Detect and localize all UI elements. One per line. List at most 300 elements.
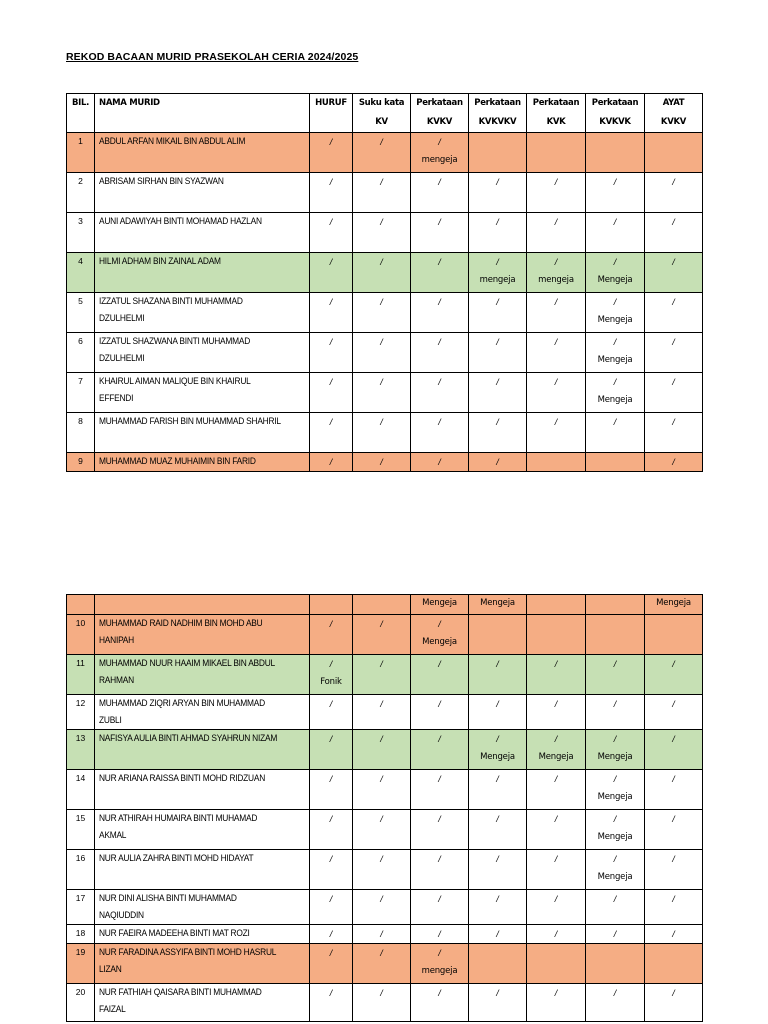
row-col-3	[469, 810, 527, 850]
status-note: Mengeja	[597, 792, 633, 802]
row-col-4	[527, 373, 586, 413]
row-student-name	[95, 810, 310, 850]
row-col-1	[353, 253, 411, 293]
row-col-6	[645, 293, 703, 333]
row-col-2	[411, 615, 469, 655]
student-row	[67, 890, 703, 925]
row-bil	[67, 615, 95, 655]
check-mark: /	[554, 894, 558, 904]
header-col-6	[645, 94, 703, 133]
row-col-4	[527, 615, 586, 655]
row-col-2	[411, 453, 469, 472]
row-col-6	[645, 615, 703, 655]
student-row	[67, 133, 703, 173]
row-student-name	[95, 213, 310, 253]
check-mark: /	[672, 337, 675, 347]
check-mark: /	[380, 457, 383, 467]
check-mark: /	[554, 734, 558, 744]
check-mark: /	[438, 854, 441, 864]
check-mark: /	[329, 699, 333, 709]
check-mark: /	[496, 854, 499, 864]
row-col-3	[469, 293, 527, 333]
row-bil	[67, 890, 95, 925]
document-title: REKOD BACAAN MURID PRASEKOLAH CERIA 2024/2025	[66, 51, 359, 63]
check-mark: /	[496, 814, 499, 824]
row-student-name	[95, 944, 310, 984]
check-mark: /	[438, 457, 441, 467]
row-col-2	[411, 850, 469, 890]
row-col-1	[353, 810, 411, 850]
row-student-name	[95, 173, 310, 213]
check-mark: /	[380, 814, 383, 824]
check-mark: /	[554, 988, 558, 998]
check-mark: /	[672, 297, 675, 307]
student-name-line1: NUR ATHIRAH HUMAIRA BINTI MUHAMAD	[99, 813, 258, 823]
check-mark: /	[672, 457, 675, 467]
row-col-5	[586, 213, 645, 253]
header-col-1	[353, 94, 411, 133]
check-mark: /	[438, 699, 441, 709]
row-col-6	[645, 333, 703, 373]
row-col-2	[411, 984, 469, 1022]
student-row	[67, 293, 703, 333]
check-mark: /	[438, 377, 441, 387]
check-mark: /	[613, 988, 617, 998]
check-mark: /	[438, 177, 441, 187]
row-bil	[67, 944, 95, 984]
check-mark: /	[496, 297, 499, 307]
status-note: Mengeja	[656, 598, 691, 608]
row-col-2	[411, 730, 469, 770]
row-number: 18	[75, 928, 86, 938]
check-mark: /	[613, 894, 617, 904]
status-note: mengeja	[538, 275, 574, 285]
row-col-3	[469, 850, 527, 890]
check-mark: /	[613, 257, 617, 267]
row-student-name	[95, 413, 310, 453]
check-mark: /	[554, 337, 558, 347]
row-bil	[67, 453, 95, 472]
student-row	[67, 810, 703, 850]
student-row	[67, 730, 703, 770]
row-col-4	[527, 253, 586, 293]
check-mark: /	[438, 929, 441, 939]
check-mark: /	[380, 774, 383, 784]
row-col-3	[469, 730, 527, 770]
continuation-cell-6	[527, 595, 586, 615]
row-col-6	[645, 730, 703, 770]
student-row	[67, 173, 703, 213]
status-note: Mengeja	[597, 832, 633, 842]
row-student-name	[95, 293, 310, 333]
check-mark: /	[613, 297, 617, 307]
row-number: 14	[75, 773, 86, 783]
row-col-2	[411, 293, 469, 333]
row-col-2	[411, 655, 469, 695]
status-note: Mengeja	[422, 637, 457, 647]
row-col-3	[469, 453, 527, 472]
row-col-3	[469, 253, 527, 293]
row-col-6	[645, 984, 703, 1022]
check-mark: /	[438, 948, 441, 958]
check-mark: /	[613, 417, 617, 427]
check-mark: /	[554, 774, 558, 784]
student-row	[67, 453, 703, 472]
continuation-cell-1	[95, 595, 310, 615]
check-mark: /	[380, 854, 383, 864]
check-mark: /	[554, 377, 558, 387]
row-student-name	[95, 770, 310, 810]
row-col-0	[310, 695, 353, 730]
check-mark: /	[672, 377, 675, 387]
row-col-5	[586, 730, 645, 770]
row-col-1	[353, 173, 411, 213]
row-col-2	[411, 695, 469, 730]
check-mark: /	[496, 734, 499, 744]
continuation-cell-7	[586, 595, 645, 615]
row-col-5	[586, 890, 645, 925]
check-mark: /	[613, 734, 617, 744]
row-col-5	[586, 173, 645, 213]
check-mark: /	[438, 217, 441, 227]
check-mark: /	[496, 337, 499, 347]
check-mark: /	[496, 894, 499, 904]
check-mark: /	[672, 659, 675, 669]
row-student-name	[95, 695, 310, 730]
student-name-line1: NUR ARIANA RAISSA BINTI MOHD RIDZUAN	[99, 773, 266, 783]
row-col-4	[527, 213, 586, 253]
row-bil	[67, 293, 95, 333]
row-col-4	[527, 730, 586, 770]
row-col-6	[645, 453, 703, 472]
row-bil	[67, 925, 95, 944]
row-col-6	[645, 695, 703, 730]
row-col-2	[411, 213, 469, 253]
row-col-6	[645, 655, 703, 695]
header-col-3	[469, 94, 527, 133]
status-note: mengeja	[421, 155, 458, 165]
check-mark: /	[496, 457, 499, 467]
student-name-line2: FAIZAL	[99, 1004, 126, 1014]
row-student-name	[95, 373, 310, 413]
row-number: 7	[78, 376, 83, 386]
student-name-line1: IZZATUL SHAZANA BINTI MUHAMMAD	[99, 296, 243, 306]
row-col-4	[527, 984, 586, 1022]
check-mark: /	[496, 659, 499, 669]
row-number: 8	[78, 416, 83, 426]
row-col-6	[645, 413, 703, 453]
header-col-sublabel: KV	[375, 117, 388, 127]
row-col-3	[469, 213, 527, 253]
row-col-3	[469, 615, 527, 655]
check-mark: /	[380, 734, 383, 744]
student-row	[67, 850, 703, 890]
check-mark: /	[329, 948, 333, 958]
check-mark: /	[554, 659, 558, 669]
check-mark: /	[438, 417, 441, 427]
check-mark: /	[329, 734, 333, 744]
row-bil	[67, 213, 95, 253]
row-col-5	[586, 655, 645, 695]
header-col-sublabel: KVKVKV	[478, 117, 517, 127]
row-col-4	[527, 413, 586, 453]
row-bil	[67, 695, 95, 730]
header-col-2	[411, 94, 469, 133]
check-mark: /	[554, 297, 558, 307]
check-mark: /	[672, 814, 675, 824]
row-col-0	[310, 615, 353, 655]
student-row	[67, 944, 703, 984]
row-number: 13	[75, 733, 86, 743]
row-col-1	[353, 730, 411, 770]
check-mark: /	[672, 734, 675, 744]
check-mark: /	[613, 177, 617, 187]
check-mark: /	[554, 699, 558, 709]
check-mark: /	[329, 929, 333, 939]
row-col-0	[310, 925, 353, 944]
row-col-5	[586, 944, 645, 984]
student-name-line1: NUR FAEIRA MADEEHA BINTI MAT ROZI	[99, 928, 250, 938]
row-col-4	[527, 655, 586, 695]
row-col-1	[353, 925, 411, 944]
row-col-6	[645, 770, 703, 810]
check-mark: /	[380, 217, 383, 227]
check-mark: /	[329, 337, 333, 347]
check-mark: /	[380, 137, 383, 147]
row-col-3	[469, 413, 527, 453]
status-note: Mengeja	[480, 598, 515, 608]
row-col-4	[527, 333, 586, 373]
row-col-3	[469, 133, 527, 173]
row-col-6	[645, 213, 703, 253]
check-mark: /	[672, 257, 675, 267]
check-mark: /	[672, 177, 675, 187]
check-mark: /	[496, 417, 499, 427]
row-col-3	[469, 770, 527, 810]
student-name-line2: DZULHELMI	[99, 313, 145, 323]
row-number: 11	[76, 658, 85, 668]
check-mark: /	[672, 699, 675, 709]
student-row	[67, 333, 703, 373]
student-name-line1: NUR AULIA ZAHRA BINTI MOHD HIDAYAT	[99, 853, 254, 863]
student-name-line1: NUR FATHIAH QAISARA BINTI MUHAMMAD	[99, 987, 262, 997]
check-mark: /	[613, 774, 617, 784]
student-name-line1: ABRISAM SIRHAN BIN SYAZWAN	[99, 176, 224, 186]
row-number: 6	[78, 336, 83, 346]
row-number: 12	[75, 698, 86, 708]
row-col-0	[310, 253, 353, 293]
check-mark: /	[496, 177, 499, 187]
row-col-2	[411, 413, 469, 453]
student-row	[67, 770, 703, 810]
reading-record-table-1	[66, 93, 703, 472]
row-col-1	[353, 133, 411, 173]
check-mark: /	[613, 929, 617, 939]
student-name-line2: EFFENDI	[99, 393, 134, 403]
status-note: Mengeja	[597, 275, 633, 285]
header-col-label: AYAT	[662, 98, 685, 108]
continuation-cell-4	[411, 595, 469, 615]
row-student-name	[95, 655, 310, 695]
check-mark: /	[329, 457, 333, 467]
student-name-line1: NAFISYA AULIA BINTI AHMAD SYAHRUN NIZAM	[99, 733, 278, 743]
check-mark: /	[672, 988, 675, 998]
row-student-name	[95, 453, 310, 472]
student-name-line1: NUR FARADINA ASSYIFA BINTI MOHD HASRUL	[99, 947, 277, 957]
row-col-5	[586, 293, 645, 333]
row-col-0	[310, 333, 353, 373]
check-mark: /	[438, 774, 441, 784]
check-mark: /	[496, 217, 499, 227]
row-col-5	[586, 810, 645, 850]
check-mark: /	[613, 699, 617, 709]
row-col-4	[527, 133, 586, 173]
check-mark: /	[672, 929, 675, 939]
check-mark: /	[438, 137, 441, 147]
student-row	[67, 615, 703, 655]
check-mark: /	[329, 774, 333, 784]
check-mark: /	[438, 814, 441, 824]
student-name-line2: ZUBLI	[99, 715, 122, 725]
row-bil	[67, 253, 95, 293]
check-mark: /	[380, 377, 383, 387]
header-col-4	[527, 94, 586, 133]
row-col-1	[353, 655, 411, 695]
check-mark: /	[613, 337, 617, 347]
check-mark: /	[672, 417, 675, 427]
row-col-3	[469, 333, 527, 373]
check-mark: /	[554, 814, 558, 824]
row-col-4	[527, 850, 586, 890]
check-mark: /	[438, 297, 441, 307]
row-col-1	[353, 695, 411, 730]
header-col-label: HURUF	[315, 98, 347, 108]
row-number: 2	[78, 176, 83, 186]
check-mark: /	[380, 929, 383, 939]
row-col-2	[411, 944, 469, 984]
student-row	[67, 373, 703, 413]
row-number: 4	[78, 256, 83, 266]
continuation-cell-2	[310, 595, 353, 615]
check-mark: /	[329, 854, 333, 864]
row-col-6	[645, 173, 703, 213]
check-mark: /	[380, 948, 383, 958]
row-number: 3	[78, 216, 83, 226]
check-mark: /	[380, 988, 383, 998]
check-mark: /	[554, 217, 558, 227]
check-mark: /	[613, 659, 617, 669]
row-bil	[67, 770, 95, 810]
row-bil	[67, 984, 95, 1022]
check-mark: /	[438, 619, 441, 629]
row-student-name	[95, 133, 310, 173]
check-mark: /	[329, 177, 333, 187]
check-mark: /	[672, 217, 675, 227]
row-bil	[67, 810, 95, 850]
check-mark: /	[613, 814, 617, 824]
row-bil	[67, 850, 95, 890]
row-col-3	[469, 944, 527, 984]
status-note: Fonik	[320, 677, 342, 687]
check-mark: /	[329, 619, 333, 629]
row-col-5	[586, 333, 645, 373]
header-col-sublabel: KVKV	[426, 117, 453, 127]
check-mark: /	[380, 177, 383, 187]
status-note: Mengeja	[480, 752, 515, 762]
row-col-2	[411, 810, 469, 850]
row-col-3	[469, 890, 527, 925]
status-note: mengeja	[421, 966, 458, 976]
row-col-1	[353, 770, 411, 810]
row-col-3	[469, 925, 527, 944]
student-row	[67, 253, 703, 293]
header-col-label: Perkataan	[532, 98, 580, 108]
row-col-2	[411, 253, 469, 293]
student-name-line2: LIZAN	[99, 964, 122, 974]
student-name-line2: NAQIUDDIN	[99, 910, 144, 920]
student-name-line1: MUHAMMAD ZIQRI ARYAN BIN MUHAMMAD	[99, 698, 265, 708]
check-mark: /	[496, 377, 499, 387]
row-col-4	[527, 695, 586, 730]
row-col-0	[310, 413, 353, 453]
row-col-6	[645, 810, 703, 850]
check-mark: /	[329, 417, 333, 427]
header-bil	[67, 94, 95, 133]
check-mark: /	[329, 217, 333, 227]
row-student-name	[95, 890, 310, 925]
row-col-2	[411, 925, 469, 944]
status-note: Mengeja	[597, 752, 633, 762]
status-note: mengeja	[479, 275, 516, 285]
student-row	[67, 984, 703, 1022]
row-col-4	[527, 293, 586, 333]
check-mark: /	[380, 297, 383, 307]
row-bil	[67, 655, 95, 695]
row-col-4	[527, 944, 586, 984]
row-bil	[67, 730, 95, 770]
row-col-1	[353, 890, 411, 925]
row-col-2	[411, 890, 469, 925]
row-col-0	[310, 453, 353, 472]
check-mark: /	[438, 257, 441, 267]
check-mark: /	[496, 988, 499, 998]
row-col-1	[353, 293, 411, 333]
check-mark: /	[438, 659, 441, 669]
student-name-line1: MUHAMMAD FARISH BIN MUHAMMAD SHAHRIL	[99, 416, 281, 426]
header-col-label: Suku kata	[358, 98, 405, 108]
row-col-5	[586, 453, 645, 472]
header-col-label: Perkataan	[416, 98, 463, 108]
row-col-6	[645, 133, 703, 173]
header-col-0	[310, 94, 353, 133]
row-col-1	[353, 944, 411, 984]
check-mark: /	[438, 734, 441, 744]
row-col-5	[586, 770, 645, 810]
row-col-1	[353, 413, 411, 453]
row-col-0	[310, 944, 353, 984]
header-col-sublabel: KVKVK	[599, 117, 631, 127]
row-col-4	[527, 453, 586, 472]
check-mark: /	[380, 417, 383, 427]
check-mark: /	[496, 774, 499, 784]
check-mark: /	[672, 774, 675, 784]
check-mark: /	[672, 894, 675, 904]
row-col-5	[586, 615, 645, 655]
row-col-4	[527, 925, 586, 944]
row-student-name	[95, 253, 310, 293]
row-col-3	[469, 373, 527, 413]
status-note: Mengeja	[597, 355, 633, 365]
